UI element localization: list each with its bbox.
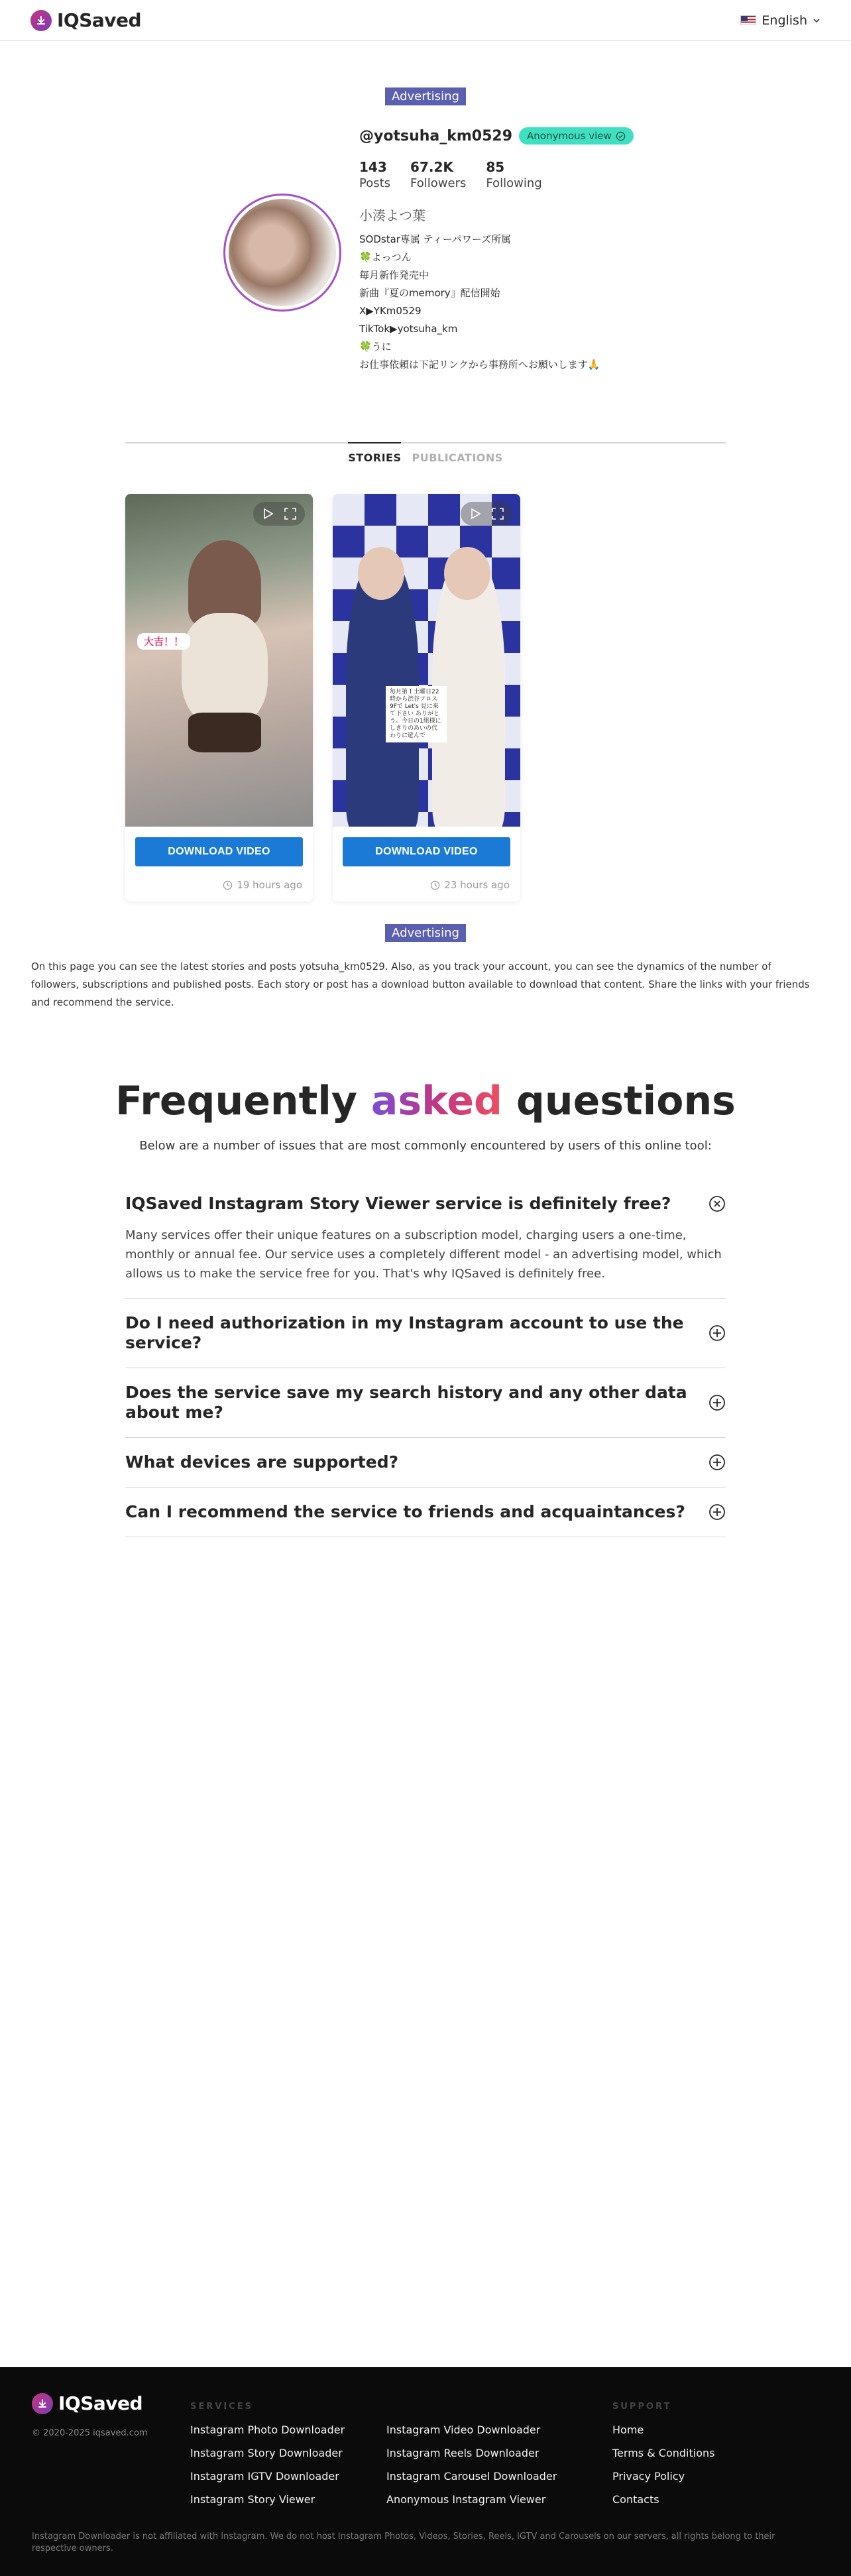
stat-following-count: 85 bbox=[486, 159, 505, 175]
footer-link[interactable]: Instagram Story Viewer bbox=[190, 2493, 315, 2506]
tab-stories[interactable]: STORIES bbox=[348, 442, 401, 467]
stat-followers-label: Followers bbox=[410, 176, 467, 190]
profile-username: @yotsuha_km0529 bbox=[359, 127, 513, 145]
bio-line: 🍀よっつん bbox=[359, 251, 412, 263]
faq-subtitle: Below are a number of issues that are most commonly encountered by users of this online tool: bbox=[139, 1139, 712, 1153]
stat-followers bbox=[410, 159, 466, 190]
footer-disclaimer: Instagram Downloader is not affiliated with Instagram. We do not host Instagram Photos, Videos, Stories, Reels, IGTV and Carousels on our servers, all rights belong to their respective owners. bbox=[32, 2532, 775, 2553]
anonymous-view-label: Anonymous view bbox=[527, 130, 612, 142]
faq-title bbox=[0, 1078, 851, 1124]
bio-line: TikTok▶yotsuha_km bbox=[359, 323, 458, 335]
story-caption-note: 毎月第１土曜日22時から渋谷フロス9Fで Let's 見に来て下さい ありがとう。今日の1組様にしきりのあいの代わりに遊んで bbox=[386, 686, 447, 742]
logo-icon bbox=[32, 2393, 53, 2414]
play-icon[interactable] bbox=[467, 506, 483, 522]
anonymous-view-badge bbox=[519, 127, 634, 145]
footer-link[interactable]: Contacts bbox=[612, 2493, 659, 2506]
footer-link[interactable]: Instagram Photo Downloader bbox=[190, 2424, 345, 2436]
site-logo[interactable] bbox=[30, 9, 141, 31]
profile-info bbox=[359, 127, 730, 374]
footer-support-title: SUPPORT bbox=[612, 2402, 672, 2412]
footer-logo[interactable] bbox=[32, 2392, 142, 2414]
story-sticker: 大吉！！ bbox=[137, 633, 190, 650]
story-thumbnail[interactable] bbox=[333, 494, 520, 827]
logo-icon bbox=[30, 10, 52, 31]
footer-link[interactable]: Instagram IGTV Downloader bbox=[190, 2470, 339, 2483]
stat-following-label: Following bbox=[486, 176, 542, 190]
footer-logo-text: IQSaved bbox=[58, 2392, 143, 2414]
profile-full-name: 小湊よつ葉 bbox=[359, 207, 426, 223]
faq-list bbox=[125, 1179, 726, 1537]
play-icon[interactable] bbox=[260, 506, 276, 522]
bio-line: X▶YKm0529 bbox=[359, 305, 422, 317]
faq-item bbox=[125, 1438, 726, 1488]
ad-label[interactable]: Advertising bbox=[385, 924, 466, 942]
site-header bbox=[0, 0, 851, 41]
download-video-button[interactable]: DOWNLOAD VIDEO bbox=[343, 837, 510, 866]
us-flag-icon bbox=[740, 15, 756, 25]
faq-question-text: Does the service save my search history and any other data about me? bbox=[125, 1383, 687, 1422]
bio-line: 🍀うに bbox=[359, 341, 392, 353]
fullscreen-icon[interactable] bbox=[282, 506, 298, 522]
story-subject-shoes bbox=[188, 713, 261, 752]
faq-title-accent: asked bbox=[370, 1078, 503, 1124]
faq-question-text: What devices are supported? bbox=[125, 1452, 399, 1472]
bio-line: お仕事依頼は下記リンクから事務所へお願いします🙏 bbox=[359, 359, 600, 371]
faq-item bbox=[125, 1299, 726, 1368]
ad-label[interactable]: Advertising bbox=[385, 88, 466, 105]
tab-publications[interactable]: PUBLICATIONS bbox=[412, 451, 503, 464]
plus-circle-icon[interactable] bbox=[709, 1394, 726, 1411]
story-time-label: 23 hours ago bbox=[444, 879, 510, 891]
faq-question-text: Can I recommend the service to friends and acquaintances? bbox=[125, 1502, 685, 1521]
download-video-button[interactable]: DOWNLOAD VIDEO bbox=[135, 837, 303, 866]
story-subject-body bbox=[182, 613, 268, 726]
story-subject-face bbox=[444, 547, 490, 600]
footer-link[interactable]: Instagram Video Downloader bbox=[386, 2424, 541, 2436]
story-timestamp bbox=[223, 879, 302, 891]
footer-link[interactable]: Terms & Conditions bbox=[612, 2447, 715, 2459]
faq-item bbox=[125, 1179, 726, 1299]
faq-title-start: Frequently bbox=[115, 1078, 371, 1124]
plus-circle-icon[interactable] bbox=[709, 1503, 726, 1521]
story-card bbox=[333, 494, 520, 902]
stat-following bbox=[486, 159, 541, 190]
fullscreen-icon[interactable] bbox=[490, 506, 506, 522]
faq-item bbox=[125, 1368, 726, 1438]
footer-services-title: SERVICES bbox=[190, 2402, 253, 2412]
language-label: English bbox=[762, 13, 807, 28]
stat-followers-count: 67.2K bbox=[410, 159, 453, 175]
clock-icon bbox=[223, 880, 233, 890]
chevron-down-icon bbox=[813, 17, 821, 25]
story-controls bbox=[253, 502, 305, 526]
bio-line: 新曲『夏のmemory』配信開始 bbox=[359, 287, 500, 299]
faq-question[interactable] bbox=[125, 1452, 726, 1472]
story-timestamp bbox=[430, 879, 510, 891]
footer-link[interactable]: Home bbox=[612, 2424, 644, 2436]
site-footer bbox=[0, 2367, 851, 2576]
faq-question[interactable] bbox=[125, 1194, 726, 1214]
page-description: On this page you can see the latest stories and posts yotsuha_km0529. Also, as you track your account, you can see the dynamics of the number of followers, subscriptions and published posts. Each story or post has a download button available to download that content. Share the links with your friends and recommend the service. bbox=[31, 961, 810, 1008]
profile-section bbox=[134, 41, 717, 371]
plus-circle-icon[interactable] bbox=[709, 1324, 726, 1342]
avatar bbox=[223, 194, 341, 312]
faq-item bbox=[125, 1488, 726, 1537]
bio-line: SODstar専属 ティーパワーズ所属 bbox=[359, 233, 512, 245]
faq-question[interactable] bbox=[125, 1313, 726, 1353]
story-thumbnail[interactable] bbox=[125, 494, 313, 827]
profile-bio bbox=[359, 231, 730, 374]
faq-question-text: IQSaved Instagram Story Viewer service is definitely free? bbox=[125, 1194, 671, 1213]
logo-text: IQSaved bbox=[57, 9, 142, 31]
footer-copyright: © 2020-2025 iqsaved.com bbox=[32, 2428, 148, 2438]
clock-icon bbox=[430, 880, 440, 890]
faq-question[interactable] bbox=[125, 1502, 726, 1522]
faq-question[interactable] bbox=[125, 1383, 726, 1423]
footer-link[interactable]: Privacy Policy bbox=[612, 2470, 685, 2483]
avatar-image bbox=[229, 199, 336, 306]
faq-answer: Many services offer their unique features on a subscription model, charging users a one-time, monthly or annual fee. Our service uses a completely different model - an advertising model, which allows us to make the service free for you. That's why IQSaved is definitely free. bbox=[125, 1228, 722, 1281]
content-tabs bbox=[125, 442, 726, 467]
footer-link[interactable]: Instagram Reels Downloader bbox=[386, 2447, 539, 2459]
bio-line: 毎月新作発売中 bbox=[359, 269, 429, 281]
stories-grid bbox=[125, 494, 726, 902]
close-circle-icon[interactable] bbox=[709, 1195, 726, 1212]
footer-link[interactable]: Anonymous Instagram Viewer bbox=[386, 2493, 546, 2506]
story-controls bbox=[461, 502, 512, 526]
stat-posts-label: Posts bbox=[359, 176, 391, 190]
language-selector[interactable] bbox=[740, 13, 821, 28]
footer-link[interactable]: Instagram Carousel Downloader bbox=[386, 2470, 557, 2483]
story-card bbox=[125, 494, 313, 902]
stat-posts bbox=[359, 159, 390, 190]
story-subject-face bbox=[358, 547, 404, 600]
faq-title-end: questions bbox=[502, 1078, 736, 1124]
footer-link[interactable]: Instagram Story Downloader bbox=[190, 2447, 343, 2459]
story-time-label: 19 hours ago bbox=[237, 879, 302, 891]
plus-circle-icon[interactable] bbox=[709, 1454, 726, 1471]
faq-question-text: Do I need authorization in my Instagram account to use the service? bbox=[125, 1313, 684, 1352]
profile-stats bbox=[359, 159, 730, 190]
stat-posts-count: 143 bbox=[359, 159, 387, 175]
check-circle-icon bbox=[616, 131, 626, 141]
